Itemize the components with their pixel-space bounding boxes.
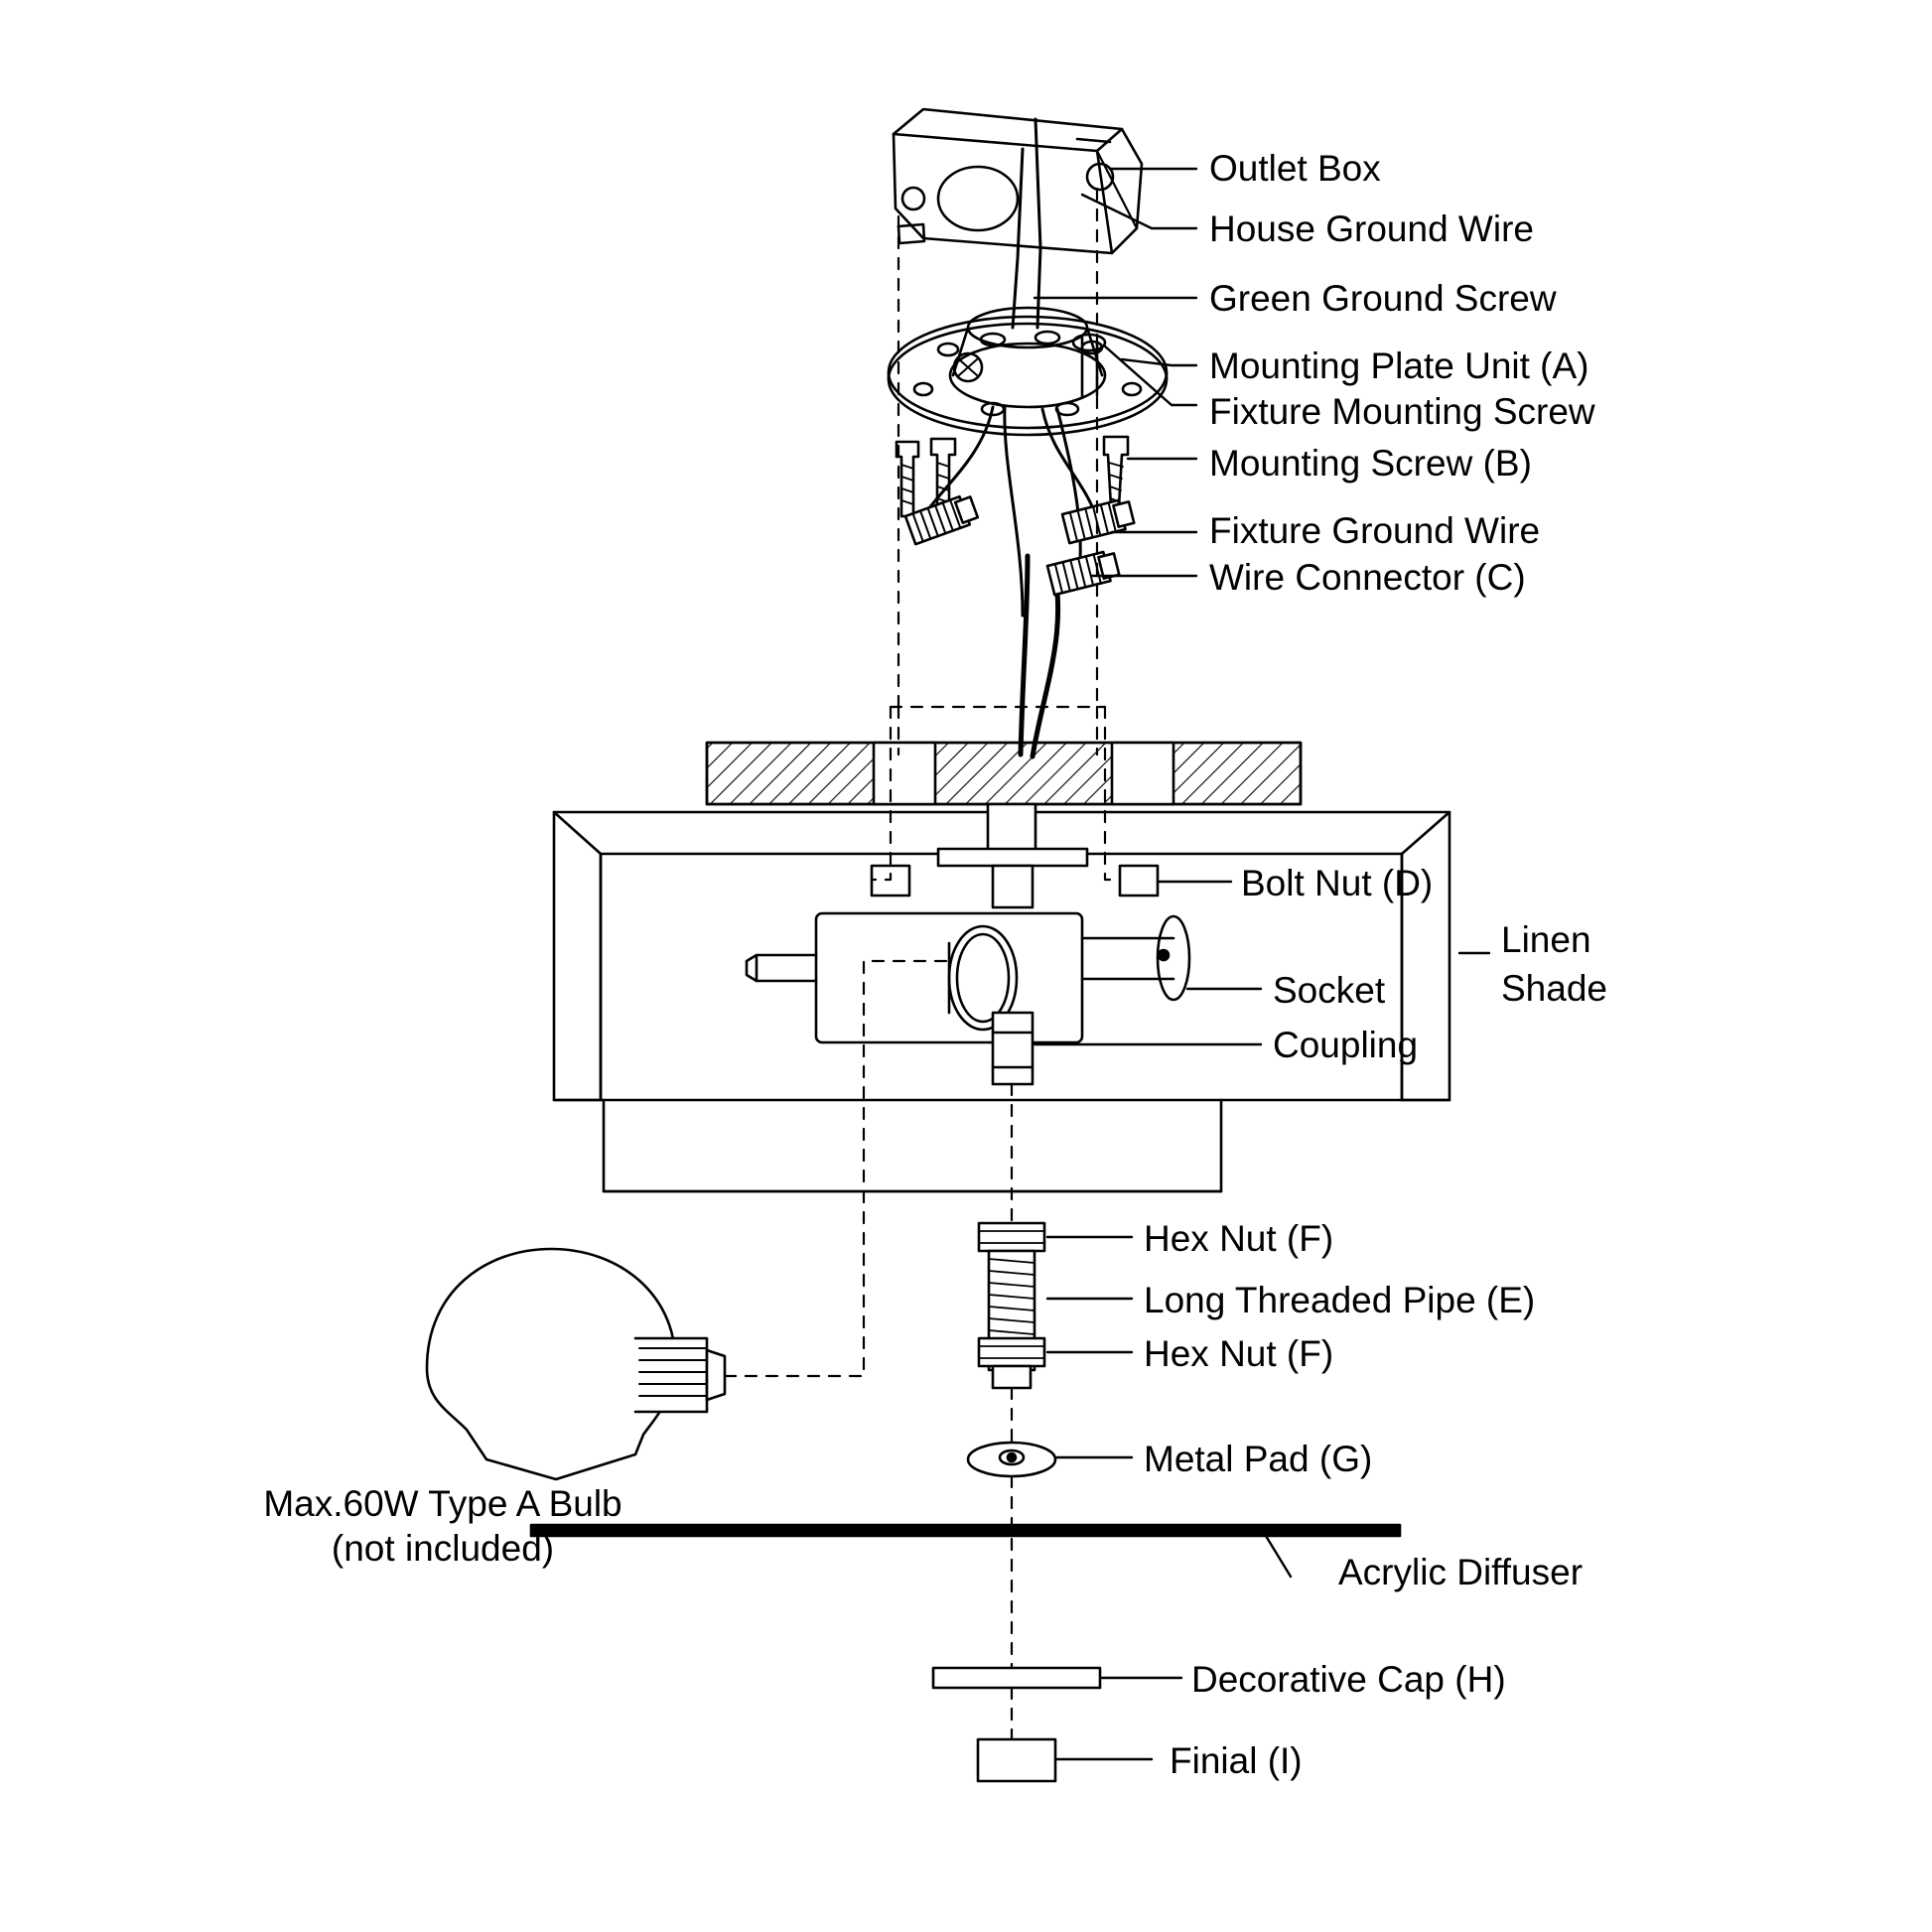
ceiling-hatch-bar <box>707 743 1301 804</box>
label-linen-shade-line1: Linen <box>1501 919 1591 960</box>
label-hex-nut-f-bottom: Hex Nut (F) <box>1144 1333 1334 1374</box>
label-wire-connector-c: Wire Connector (C) <box>1209 557 1526 598</box>
bulb-note <box>234 1481 651 1571</box>
label-green-ground-screw: Green Ground Screw <box>1209 278 1557 319</box>
label-linen-shade-line2: Shade <box>1501 968 1607 1009</box>
label-socket: Socket <box>1273 970 1386 1011</box>
label-mounting-plate-unit: Mounting Plate Unit (A) <box>1209 345 1589 386</box>
mounting-plate-graphic <box>889 308 1167 435</box>
label-coupling: Coupling <box>1273 1025 1419 1065</box>
label-acrylic-diffuser: Acrylic Diffuser <box>1338 1552 1584 1592</box>
label-fixture-mounting-screw: Fixture Mounting Screw <box>1209 391 1595 432</box>
label-outlet-box: Outlet Box <box>1209 148 1381 189</box>
bulb-note-line1: Max.60W Type A Bulb <box>263 1483 622 1524</box>
bulb-note-line2: (not included) <box>331 1528 555 1570</box>
label-hex-nut-f-top: Hex Nut (F) <box>1144 1218 1334 1259</box>
label-house-ground-wire: House Ground Wire <box>1209 208 1534 249</box>
label-metal-pad-g: Metal Pad (G) <box>1144 1439 1373 1479</box>
label-long-threaded-pipe-e: Long Threaded Pipe (E) <box>1144 1280 1536 1320</box>
cap-finial-graphic <box>933 1668 1100 1781</box>
label-finial-i: Finial (I) <box>1170 1740 1303 1781</box>
label-decorative-cap-h: Decorative Cap (H) <box>1191 1659 1506 1700</box>
label-bolt-nut-d: Bolt Nut (D) <box>1241 863 1434 903</box>
acrylic-diffuser-graphic <box>531 1525 1400 1577</box>
label-fixture-ground-wire: Fixture Ground Wire <box>1209 510 1541 551</box>
bulb-graphic <box>427 1249 725 1479</box>
label-mounting-screw-b: Mounting Screw (B) <box>1209 443 1532 483</box>
